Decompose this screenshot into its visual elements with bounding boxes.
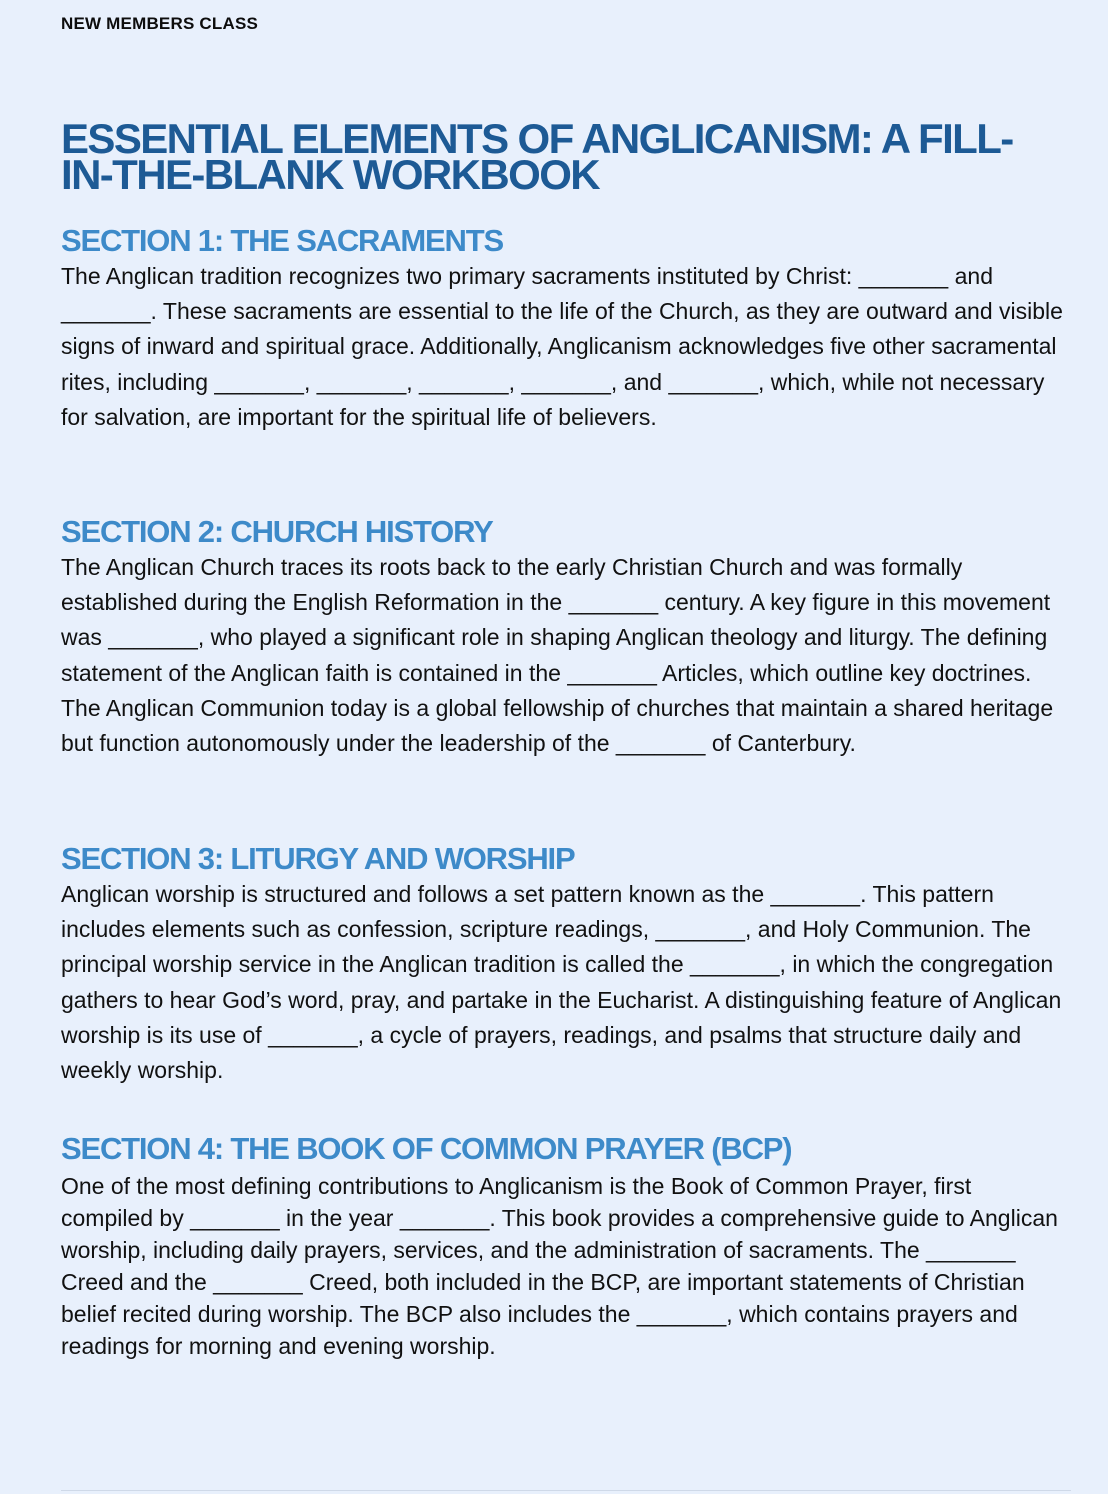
section-1-body[interactable]: The Anglican tradition recognizes two primary sacraments instituted by Christ: _______ and _______. These sacraments are essential to the life of the Church, as they are outward and visible signs of inward and spiritual grace. Additionally, Anglicanism acknowledges five other sacramental rites, including _______, _______, _______, _______, and _______, which, while not necessary for salvation, are important for the spiritual life of believers.	[61, 263, 1063, 430]
section-2-heading: SECTION 2: CHURCH HISTORY	[61, 514, 493, 549]
document-title: ESSENTIAL ELEMENTS OF ANGLICANISM: A FILL-IN-THE-BLANK WORKBOOK	[61, 115, 1013, 198]
section-1-heading: SECTION 1: THE SACRAMENTS	[61, 223, 503, 258]
section-4-heading: SECTION 4: THE BOOK OF COMMON PRAYER (BCP)	[61, 1131, 792, 1166]
section-4-body[interactable]: One of the most defining contributions to Anglicanism is the Book of Common Prayer, first compiled by _______ in the year _______. This book provides a comprehensive guide to Anglican worship, including daily prayers, services, and the administration of sacraments. The _______ Creed and the _______ Creed, both included in the BCP, are important statements of Christian belief recited during worship. The BCP also includes the _______, which contains prayers and readings for morning and evening worship.	[61, 1173, 1058, 1359]
section-3-heading: SECTION 3: LITURGY AND WORSHIP	[61, 841, 575, 876]
class-label: NEW MEMBERS CLASS	[61, 14, 259, 33]
section-3-body[interactable]: Anglican worship is structured and follows a set pattern known as the _______. This pattern includes elements such as confession, scripture readings, _______, and Holy Communion. The principal worship service in the Anglican tradition is called the _______, in which the congregation gathers to hear God’s word, pray, and partake in the Eucharist. A distinguishing feature of Anglican worship is its use of _______, a cycle of prayers, readings, and psalms that structure daily and weekly worship.	[61, 881, 1062, 1084]
section-2-body[interactable]: The Anglican Church traces its roots back to the early Christian Church and was formally established during the English Reformation in the _______ century. A key figure in this movement was _______, who played a significant role in shaping Anglican theology and liturgy. The defining statement of the Anglican faith is contained in the _______ Articles, which outline key doctrines. The Anglican Communion today is a global fellowship of churches that maintain a shared heritage but function autonomously under the leadership of the _______ of Canterbury.	[61, 554, 1054, 757]
page-bottom-divider	[61, 1490, 1071, 1491]
